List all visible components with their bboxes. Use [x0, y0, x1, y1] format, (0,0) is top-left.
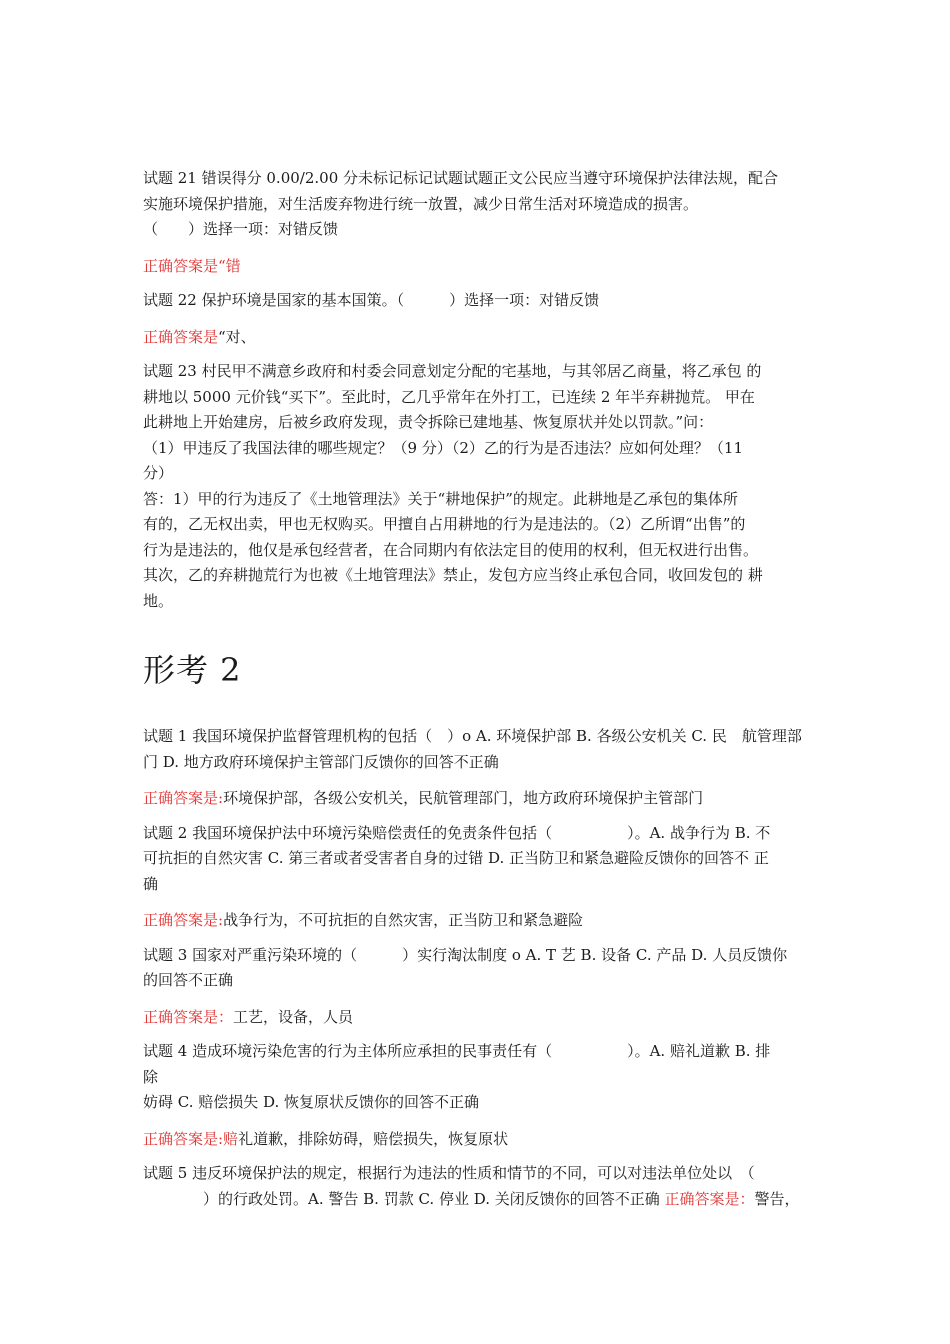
answer-22-label: 正确答案是	[143, 327, 219, 346]
q2-line: 可抗拒的自然灾害 C. 第三者或者受害者自身的过错 D. 正当防卫和紧急避险反馈你的回答不 正	[143, 849, 769, 867]
answer-5-value: 警告，	[754, 1189, 800, 1208]
answer-21: 正确答案是“错	[143, 256, 241, 275]
answer-4	[143, 1127, 815, 1153]
q23-answer-line: 其次，乙的弃耕抛荒行为也被《土地管理法》禁止，发包方应当终止承包合同，收回发包的 耕	[143, 566, 763, 584]
answer-22-value: “对、	[218, 327, 256, 346]
q23-answer-line: 地。	[143, 591, 174, 610]
q1-block	[143, 724, 815, 775]
q5-line-1: 试题 5 违反环境保护法的规定，根据行为违法的性质和情节的不同，可以对违法单位处以 （	[143, 1164, 755, 1182]
q23-answer-line: 答：1）甲的行为违反了《土地管理法》关于“耕地保护”的规定。此耕地是乙承包的集体所	[143, 489, 738, 508]
q4-line: 除	[143, 1067, 159, 1086]
answer-3	[143, 1005, 815, 1031]
q1-line: 门 D. 地方政府环境保护主管部门反馈你的回答不正确	[143, 752, 499, 771]
q21-line-2: 实施环境保护措施，对生活废弃物进行统一放置，减少日常生活对环境造成的损害。	[143, 194, 699, 213]
q1-line: 试题 1 我国环境保护监督管理机构的包括（ ）o A. 环境保护部 B. 各级公安机关 C. 民 航管理部	[143, 727, 802, 745]
document-page	[143, 166, 815, 1212]
answer-2	[143, 908, 815, 934]
q3-block	[143, 943, 815, 994]
answer-22	[143, 325, 815, 351]
answer-2-value: 战争行为，不可抗拒的自然灾害，正当防卫和紧急避险	[223, 911, 584, 929]
answer-4-value: 礼道歉，排除妨碍，赔偿损失，恢复原状	[238, 1129, 509, 1148]
q23-line: 试题 23 村民甲不满意乡政府和村委会同意划定分配的宅基地，与其邻居乙商量，将乙承包 的	[143, 362, 762, 380]
answer-3-value: 工艺，设备，人员	[233, 1007, 354, 1026]
answer-5-label: 正确答案是：	[664, 1189, 755, 1208]
answer-3-label: 正确答案是：	[143, 1007, 234, 1026]
q23-answer-line: 有的，乙无权出卖，甲也无权购买。甲擅自占用耕地的行为是违法的。（2）乙所谓“出售”的	[143, 515, 746, 533]
q2-line: 确	[143, 874, 159, 893]
q3-line: 的回答不正确	[143, 971, 234, 989]
q23-line: 分）	[143, 464, 174, 482]
q4-block	[143, 1039, 815, 1116]
answer-4-label: 正确答案是:赔	[143, 1129, 239, 1148]
q21-line-3: （ ）选择一项：对错反馈	[143, 220, 339, 238]
q23-line: （1）甲违反了我国法律的哪些规定？（9 分）（2）乙的行为是否违法？应如何处理？（11	[143, 438, 743, 457]
answer-1	[143, 786, 815, 812]
section-heading: 形考 2	[143, 651, 242, 689]
q23-line: 此耕地上开始建房，后被乡政府发现，责令拆除已建地基、恢复原状并处以罚款。”问：	[143, 413, 714, 431]
q4-line: 试题 4 造成环境污染危害的行为主体所应承担的民事责任有（ ）。A. 赔礼道歉 B. 排	[143, 1042, 771, 1060]
q3-line: 试题 3 国家对严重污染环境的（ ）实行淘汰制度 o A. T 艺 B. 设备 C. 产品 D. 人员反馈你	[143, 945, 788, 964]
q4-line: 妨碍 C. 赔偿损失 D. 恢复原状反馈你的回答不正确	[143, 1093, 480, 1111]
q23-answer-line: 行为是违法的，他仅是承包经营者，在合同期内有依法定目的使用的权利，但无权进行出售。	[143, 540, 759, 559]
q2-block	[143, 821, 815, 898]
q5-block	[143, 1161, 815, 1212]
q22: 试题 22 保护环境是国家的基本国策。（ ）选择一项：对错反馈	[143, 291, 600, 309]
answer-1-label: 正确答案是:	[143, 789, 224, 807]
answer-2-label: 正确答案是:	[143, 911, 224, 929]
answer-1-value: 环境保护部，各级公安机关，民航管理部门，地方政府环境保护主管部门	[223, 789, 704, 807]
q21-line-1: 试题 21 错误得分 0.00/2.00 分未标记标记试题试题正文公民应当遵守环境保护法律法规，配合	[143, 169, 779, 187]
q5-line-2	[143, 1187, 815, 1213]
q5-line-2-text: ）的行政处罚。A. 警告 B. 罚款 C. 停业 D. 关闭反馈你的回答不正确	[143, 1189, 665, 1208]
q2-line: 试题 2 我国环境保护法中环境污染赔偿责任的免责条件包括（ ）。A. 战争行为 B. 不	[143, 823, 771, 842]
q23-line: 耕地以 5000 元价钱“买下”。至此时，乙几乎常年在外打工，已连续 2 年半弃耕抛荒。 甲在	[143, 387, 755, 406]
q23-block	[143, 359, 815, 614]
